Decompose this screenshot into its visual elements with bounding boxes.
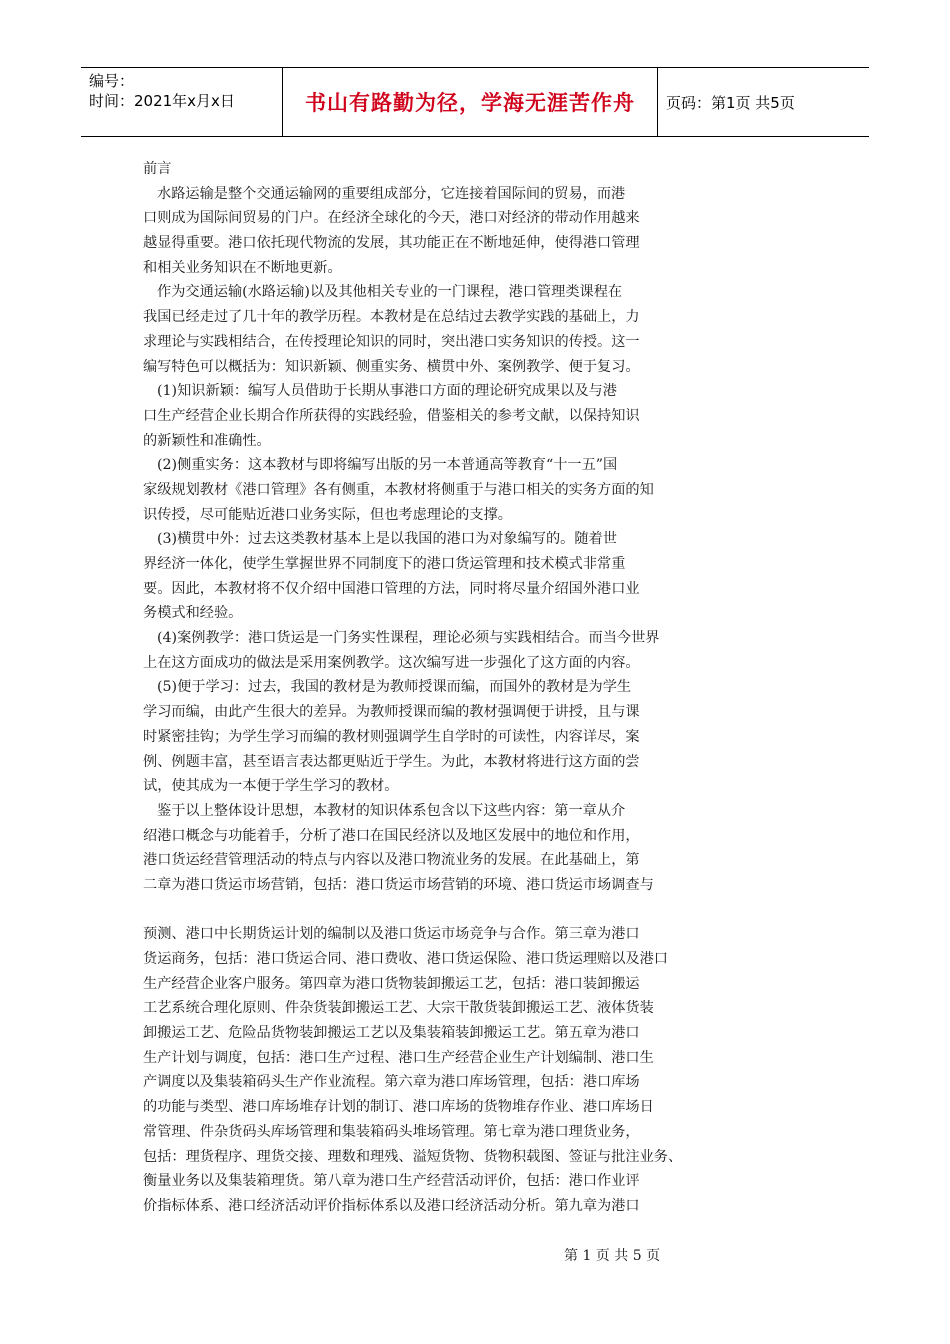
text-line: 衡量业务以及集装箱理货。第八章为港口生产经营活动评价，包括：港口作业评 <box>143 1173 640 1190</box>
text-line: 二章为港口货运市场营销，包括：港口货运市场营销的环境、港口货运市场调查与 <box>143 876 654 893</box>
text-line: 编写特色可以概括为：知识新颖、侧重实务、横贯中外、案例教学、便于复习。 <box>143 358 640 375</box>
document-code: 编号： <box>89 72 135 90</box>
text-line: 我国已经走过了几十年的教学历程。本教材是在总结过去教学实践的基础上，力 <box>143 309 640 326</box>
text-line: 试，使其成为一本便于学生学习的教材。 <box>143 778 399 795</box>
text-line: 水路运输是整个交通运输网的重要组成部分，它连接着国际间的贸易，而港 <box>157 185 626 202</box>
text-line: 要。因此，本教材将不仅介绍中国港口管理的方法，同时将尽量介绍国外港口业 <box>143 580 640 597</box>
text-line: 上在这方面成功的做法是采用案例教学。这次编写进一步强化了这方面的内容。 <box>143 654 640 671</box>
text-line: 预测、港口中长期货运计划的编制以及港口货运市场竞争与合作。第三章为港口 <box>143 926 640 943</box>
text-line: 产调度以及集装箱码头生产作业流程。第六章为港口库场管理，包括：港口库场 <box>143 1074 640 1091</box>
page-footer: 第 1 页 共 5 页 <box>564 1248 661 1264</box>
header-motto: 书山有路勤为径，学海无涯苦作舟 <box>305 91 635 115</box>
text-line: 生产经营企业客户服务。第四章为港口货物装卸搬运工艺，包括：港口装卸搬运 <box>143 975 640 992</box>
text-line: 和相关业务知识在不断地更新。 <box>143 259 342 276</box>
text-line: 家级规划教材《港口管理》各有侧重，本教材将侧重于与港口相关的实务方面的知 <box>143 481 654 498</box>
text-block-bottom <box>143 922 688 1218</box>
text-line: (1)知识新颖：编写人员借助于长期从事港口方面的理论研究成果以及与港 <box>157 383 617 400</box>
text-line: (4)案例教学：港口货运是一门务实性课程，理论必须与实践相结合。而当今世界 <box>157 630 660 647</box>
text-line: 货运商务，包括：港口货运合同、港口费收、港口货运保险、港口货运理赔以及港口 <box>143 951 668 967</box>
text-line: 的新颖性和准确性。 <box>143 432 271 449</box>
text-line: 鉴于以上整体设计思想，本教材的知识体系包含以下这些内容：第一章从介 <box>157 802 626 819</box>
text-line: 界经济一体化，使学生掌握世界不同制度下的港口货运管理和技术模式非常重 <box>143 556 626 572</box>
text-line: 港口货运经营管理活动的特点与内容以及港口物流业务的发展。在此基础上，第 <box>143 852 640 869</box>
text-line: 作为交通运输(水路运输)以及其他相关专业的一门课程，港口管理类课程在 <box>157 284 623 301</box>
text-line: 口则成为国际间贸易的门户。在经济全球化的今天，港口对经济的带动作用越来 <box>143 210 640 227</box>
text-line: 口生产经营企业长期合作所获得的实践经验，借鉴相关的参考文献，以保持知识 <box>143 407 640 424</box>
text-line: 学习而编，由此产生很大的差异。为教师授课而编的教材强调便于讲授，且与课 <box>143 704 640 721</box>
text-line: 常管理、件杂货码头库场管理和集装箱码头堆场管理。第七章为港口理货业务， <box>143 1123 640 1140</box>
text-line: 绍港口概念与功能着手，分析了港口在国民经济以及地区发展中的地位和作用， <box>143 827 640 844</box>
text-line: 生产计划与调度，包括：港口生产过程、港口生产经营企业生产计划编制、港口生 <box>143 1049 654 1066</box>
text-line: 价指标体系、港口经济活动评价指标体系以及港口经济活动分析。第九章为港口 <box>143 1197 640 1214</box>
text-line: 卸搬运工艺、危险品货物装卸搬运工艺以及集装箱装卸搬运工艺。第五章为港口 <box>143 1025 640 1042</box>
text-line: 例、例题丰富，甚至语言表达都更贴近于学生。为此，本教材将进行这方面的尝 <box>143 753 640 770</box>
page-header <box>81 67 869 137</box>
text-line: 越显得重要。港口依托现代物流的发展，其功能正在不断地延伸，使得港口管理 <box>143 235 640 252</box>
text-line: 前言 <box>143 161 172 177</box>
header-divider <box>657 68 658 136</box>
text-line: 的功能与类型、港口库场堆存计划的制订、港口库场的货物堆存作业、港口库场日 <box>143 1099 654 1116</box>
text-line: 时紧密挂钩；为学生学习而编的教材则强调学生自学时的可读性，内容详尽，案 <box>143 728 640 745</box>
text-line: (3)横贯中外：过去这类教材基本上是以我国的港口为对象编写的。随着世 <box>157 531 617 548</box>
text-line: 工艺系统合理化原则、件杂货装卸搬运工艺、大宗干散货装卸搬运工艺、液体货装 <box>143 1000 654 1017</box>
text-line: 务模式和经验。 <box>143 605 243 622</box>
text-line: 求理论与实践相结合，在传授理论知识的同时，突出港口实务知识的传授。这一 <box>143 333 640 350</box>
document-body <box>143 157 688 1219</box>
text-line: 包括：理货程序、理货交接、理数和理残、溢短货物、货物积载图、签证与批注业务、 <box>143 1148 683 1165</box>
header-page-number: 页码：第1页 共5页 <box>666 93 795 112</box>
document-time: 时间：2021年x月x日 <box>89 92 235 110</box>
text-line: (2)侧重实务：这本教材与即将编写出版的另一本普通高等教育“十一五”国 <box>157 457 618 474</box>
header-meta <box>89 71 279 111</box>
text-line: (5)便于学习：过去，我国的教材是为教师授课而编，而国外的教材是为学生 <box>157 679 632 696</box>
text-line: 识传授，尽可能贴近港口业务实际，但也考虑理论的支撑。 <box>143 506 512 523</box>
paragraph-gap <box>143 898 688 923</box>
text-block-top <box>143 157 688 898</box>
